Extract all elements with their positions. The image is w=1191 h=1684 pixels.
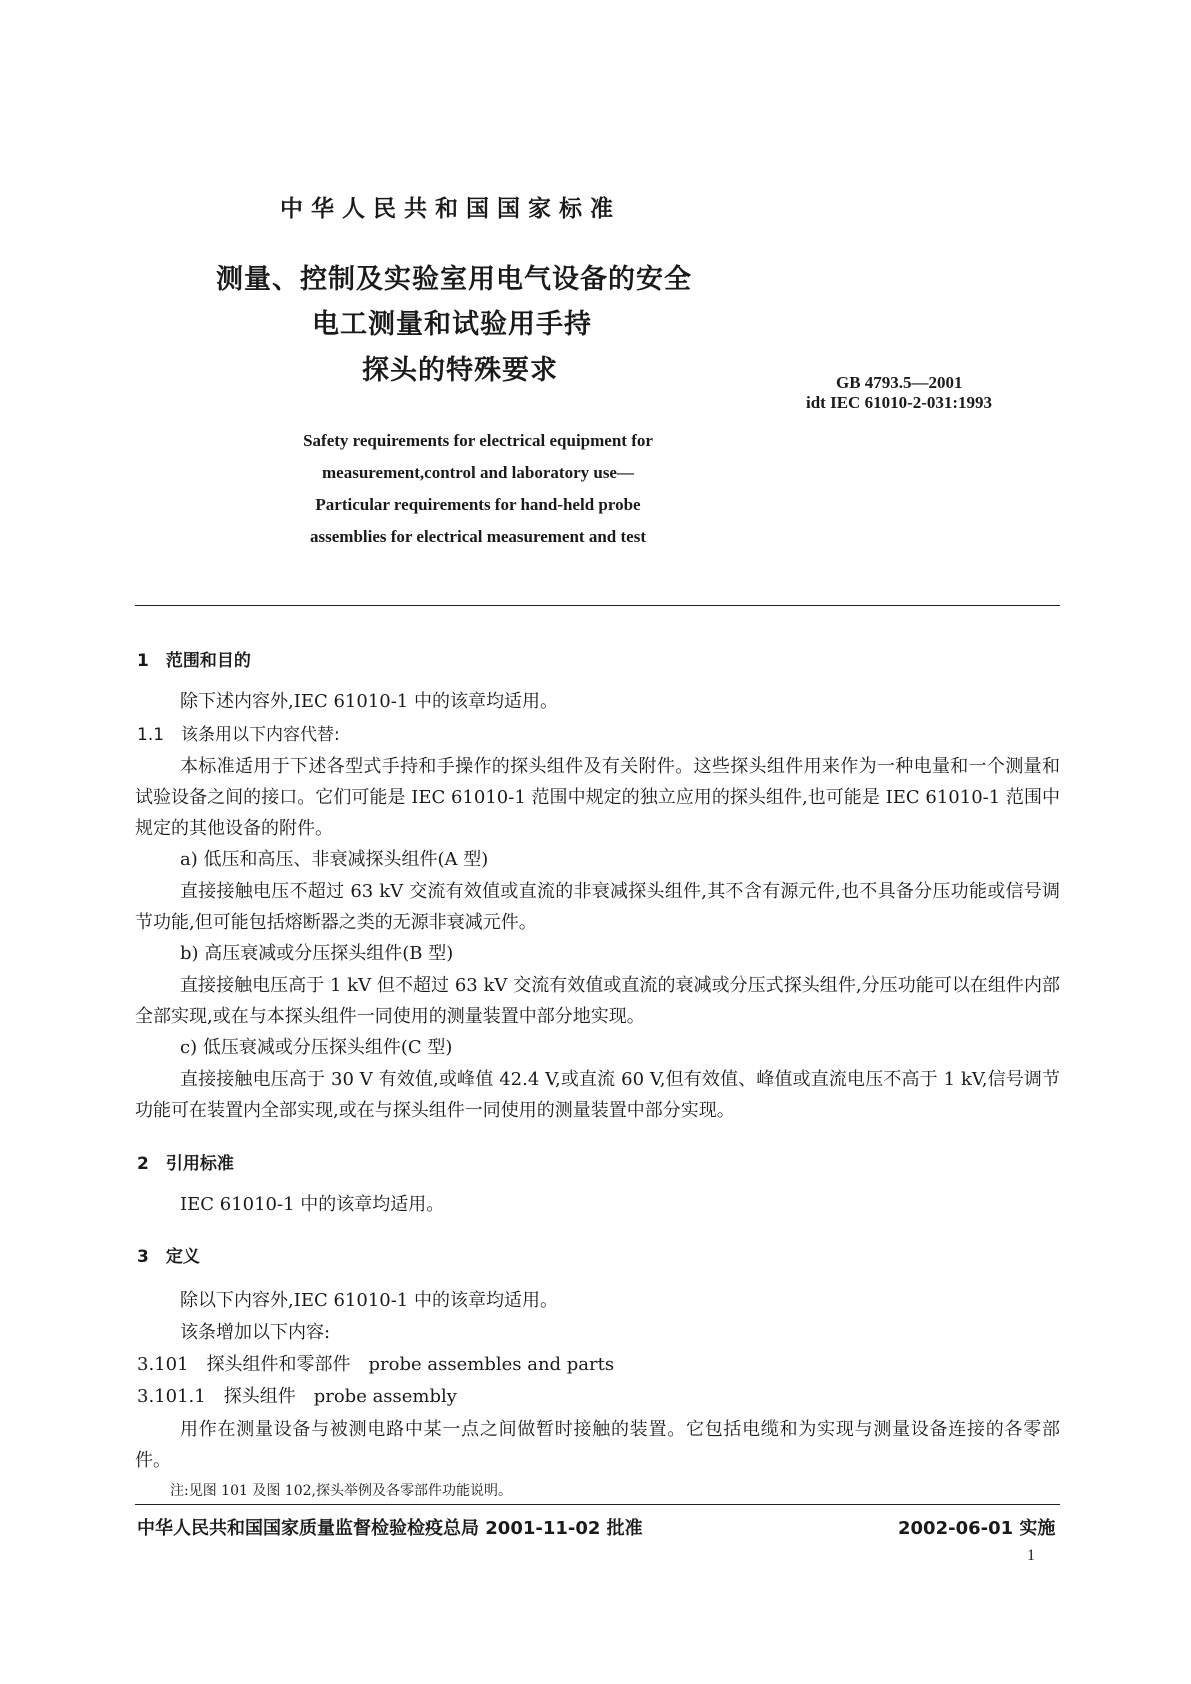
section-3-para2: 该条增加以下内容:: [180, 1322, 331, 1343]
title-cn-line2: 电工测量和试验用手持: [312, 309, 592, 340]
national-standard-header: 中华人民共和国国家标准: [280, 196, 621, 222]
clause-1-1-para: 本标准适用于下述各型式手持和手操作的探头组件及有关附件。这些探头组件用来作为一种电量和一个测量和试验设备之间的接口。它们可能是 IEC 61010-1 范围中规定的独立应用的探头组件,也可能是 IEC 61010-1 范围中规定的其他设备的附件。: [135, 756, 1060, 839]
gb-number: GB 4793.5—2001: [836, 373, 963, 392]
item-a-text: 直接接触电压不超过 63 kV 交流有效值或直流的非衰减探头组件,其不含有源元件,也不具备分压功能或信号调节功能,但可能包括熔断器之类的无源非衰减元件。: [135, 881, 1060, 933]
idt-number: idt IEC 61010-2-031:1993: [806, 393, 993, 412]
clause-3-101-1: 3.101.1 探头组件 probe assembly: [137, 1386, 457, 1407]
note: 注:见图 101 及图 102,探头举例及各零部件功能说明。: [170, 1483, 512, 1499]
section-1-heading: 1 范围和目的: [137, 651, 251, 671]
clause-3-101: 3.101 探头组件和零部件 probe assembles and parts: [137, 1354, 615, 1375]
title-en-line4: assemblies for electrical measurement and test: [310, 527, 646, 546]
top-divider: [135, 605, 1060, 606]
item-c-heading: c) 低压衰减或分压探头组件(C 型): [180, 1037, 453, 1058]
clause-1-1-heading: 1.1 该条用以下内容代替:: [137, 725, 340, 745]
section-3-para1: 除以下内容外,IEC 61010-1 中的该章均适用。: [180, 1290, 558, 1311]
title-en-line1: Safety requirements for electrical equipment for: [303, 431, 653, 450]
item-b-text: 直接接触电压高于 1 kV 但不超过 63 kV 交流有效值或直流的衰减或分压式探头组件,分压功能可以在组件内部全部实现,或在与本探头组件一同使用的测量装置中部分地实现。: [135, 975, 1060, 1027]
section-3-heading: 3 定义: [137, 1247, 200, 1267]
section-2-heading: 2 引用标准: [137, 1154, 234, 1174]
title-cn-line1: 测量、控制及实验室用电气设备的安全: [216, 264, 692, 295]
item-b-heading: b) 高压衰减或分压探头组件(B 型): [180, 943, 454, 964]
title-cn-line3: 探头的特殊要求: [362, 355, 558, 386]
section-1-para: 除下述内容外,IEC 61010-1 中的该章均适用。: [180, 691, 558, 712]
section-2-para: IEC 61010-1 中的该章均适用。: [180, 1194, 445, 1215]
page-number: 1: [1027, 1547, 1035, 1564]
title-en-line3: Particular requirements for hand-held probe: [315, 495, 641, 514]
bottom-divider: [135, 1504, 1060, 1505]
title-en-line2: measurement,control and laboratory use—: [322, 463, 634, 482]
effective-date: 2002-06-01 实施: [898, 1518, 1056, 1539]
item-a-heading: a) 低压和高压、非衰减探头组件(A 型): [180, 849, 489, 870]
clause-3-101-1-text: 用作在测量设备与被测电路中某一点之间做暂时接触的装置。它包括电缆和为实现与测量设备连接的各零部件。: [135, 1419, 1060, 1471]
approval-line: 中华人民共和国国家质量监督检验检疫总局 2001-11-02 批准: [137, 1518, 643, 1539]
item-c-text: 直接接触电压高于 30 V 有效值,或峰值 42.4 V,或直流 60 V,但有效值、峰值或直流电压不高于 1 kV,信号调节功能可在装置内全部实现,或在与探头组件一同使用的测量装置中部分实现。: [135, 1069, 1060, 1121]
